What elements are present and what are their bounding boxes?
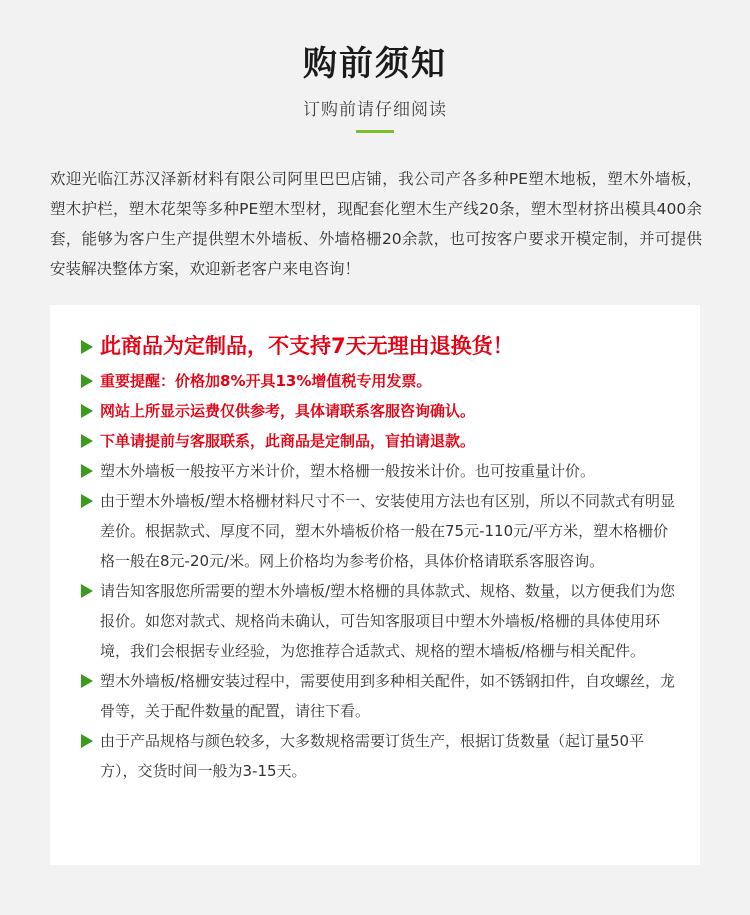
- triangle-arrow-icon: [81, 434, 93, 448]
- notice-item-text: 由于塑木外墙板/塑木格栅材料尺寸不一、安装使用方法也有区别，所以不同款式有明显差价。根据款式、厚度不同，塑木外墙板价格一般在75元-110元/平方米，塑木格栅价格一般在8元-20元/米。网上价格均为参考价格，具体价格请联系客服咨询。: [100, 492, 676, 570]
- notice-item-text: 网站上所显示运费仅供参考，具体请联系客服咨询确认。: [100, 402, 476, 420]
- triangle-arrow-icon: [81, 404, 93, 418]
- triangle-arrow-icon: [81, 340, 93, 354]
- notice-item-text: 塑木外墙板一般按平方米计价，塑木格栅一般按米计价。也可按重量计价。: [100, 462, 596, 480]
- notice-item-accessories: [80, 666, 676, 726]
- triangle-arrow-icon: [81, 674, 93, 688]
- notice-item-delivery: [80, 726, 676, 786]
- notice-headline-text: 此商品为定制品，不支持7天无理由退换货！: [100, 334, 514, 358]
- notice-headline: [80, 329, 676, 363]
- triangle-arrow-icon: [81, 734, 93, 748]
- notice-item-shipping: [80, 396, 676, 426]
- notice-card: [50, 305, 700, 865]
- triangle-arrow-icon: [81, 584, 93, 598]
- page-header: [0, 40, 750, 133]
- notice-item-text: 由于产品规格与颜色较多，大多数规格需要订货生产，根据订货数量（起订量50平方），交货时间一般为3-15天。: [100, 732, 645, 780]
- notice-item-contact: [80, 426, 676, 456]
- page-subtitle: 订购前请仔细阅读: [303, 100, 447, 120]
- title-underline: [356, 130, 394, 133]
- notice-item-quote: [80, 576, 676, 666]
- intro-paragraph: 欢迎光临江苏汉泽新材料有限公司阿里巴巴店铺，我公司产各多种PE塑木地板，塑木外墙板，塑木护栏，塑木花架等多种PE塑木型材，现配套化塑木生产线20条，塑木型材挤出模具400余套，能够为客户生产提供塑木外墙板、外墙格栅20余款，也可按客户要求开模定制，并可提供安装解决整体方案，欢迎新老客户来电咨询！: [50, 170, 702, 278]
- notice-item-text: 重要提醒：价格加8%开具13%增值税专用发票。: [100, 372, 432, 390]
- notice-item-text: 请告知客服您所需要的塑木外墙板/塑木格栅的具体款式、规格、数量，以方便我们为您报价。如您对款式、规格尚未确认，可告知客服项目中塑木外墙板/格栅的具体使用环境，我们会根据专业经验，为您推荐合适款式、规格的塑木墙板/格栅与相关配件。: [100, 582, 676, 660]
- notice-item-text: 下单请提前与客服联系，此商品是定制品，盲拍请退款。: [100, 432, 476, 450]
- page-title: 购前须知: [303, 44, 447, 84]
- triangle-arrow-icon: [81, 494, 93, 508]
- notice-item-price-range: [80, 486, 676, 576]
- notice-list: [80, 329, 676, 786]
- triangle-arrow-icon: [81, 374, 93, 388]
- triangle-arrow-icon: [81, 464, 93, 478]
- notice-item-invoice: [80, 366, 676, 396]
- notice-item-pricing-unit: [80, 456, 676, 486]
- notice-item-text: 塑木外墙板/格栅安装过程中，需要使用到多种相关配件，如不锈钢扣件，自攻螺丝，龙骨等，关于配件数量的配置，请往下看。: [100, 672, 676, 720]
